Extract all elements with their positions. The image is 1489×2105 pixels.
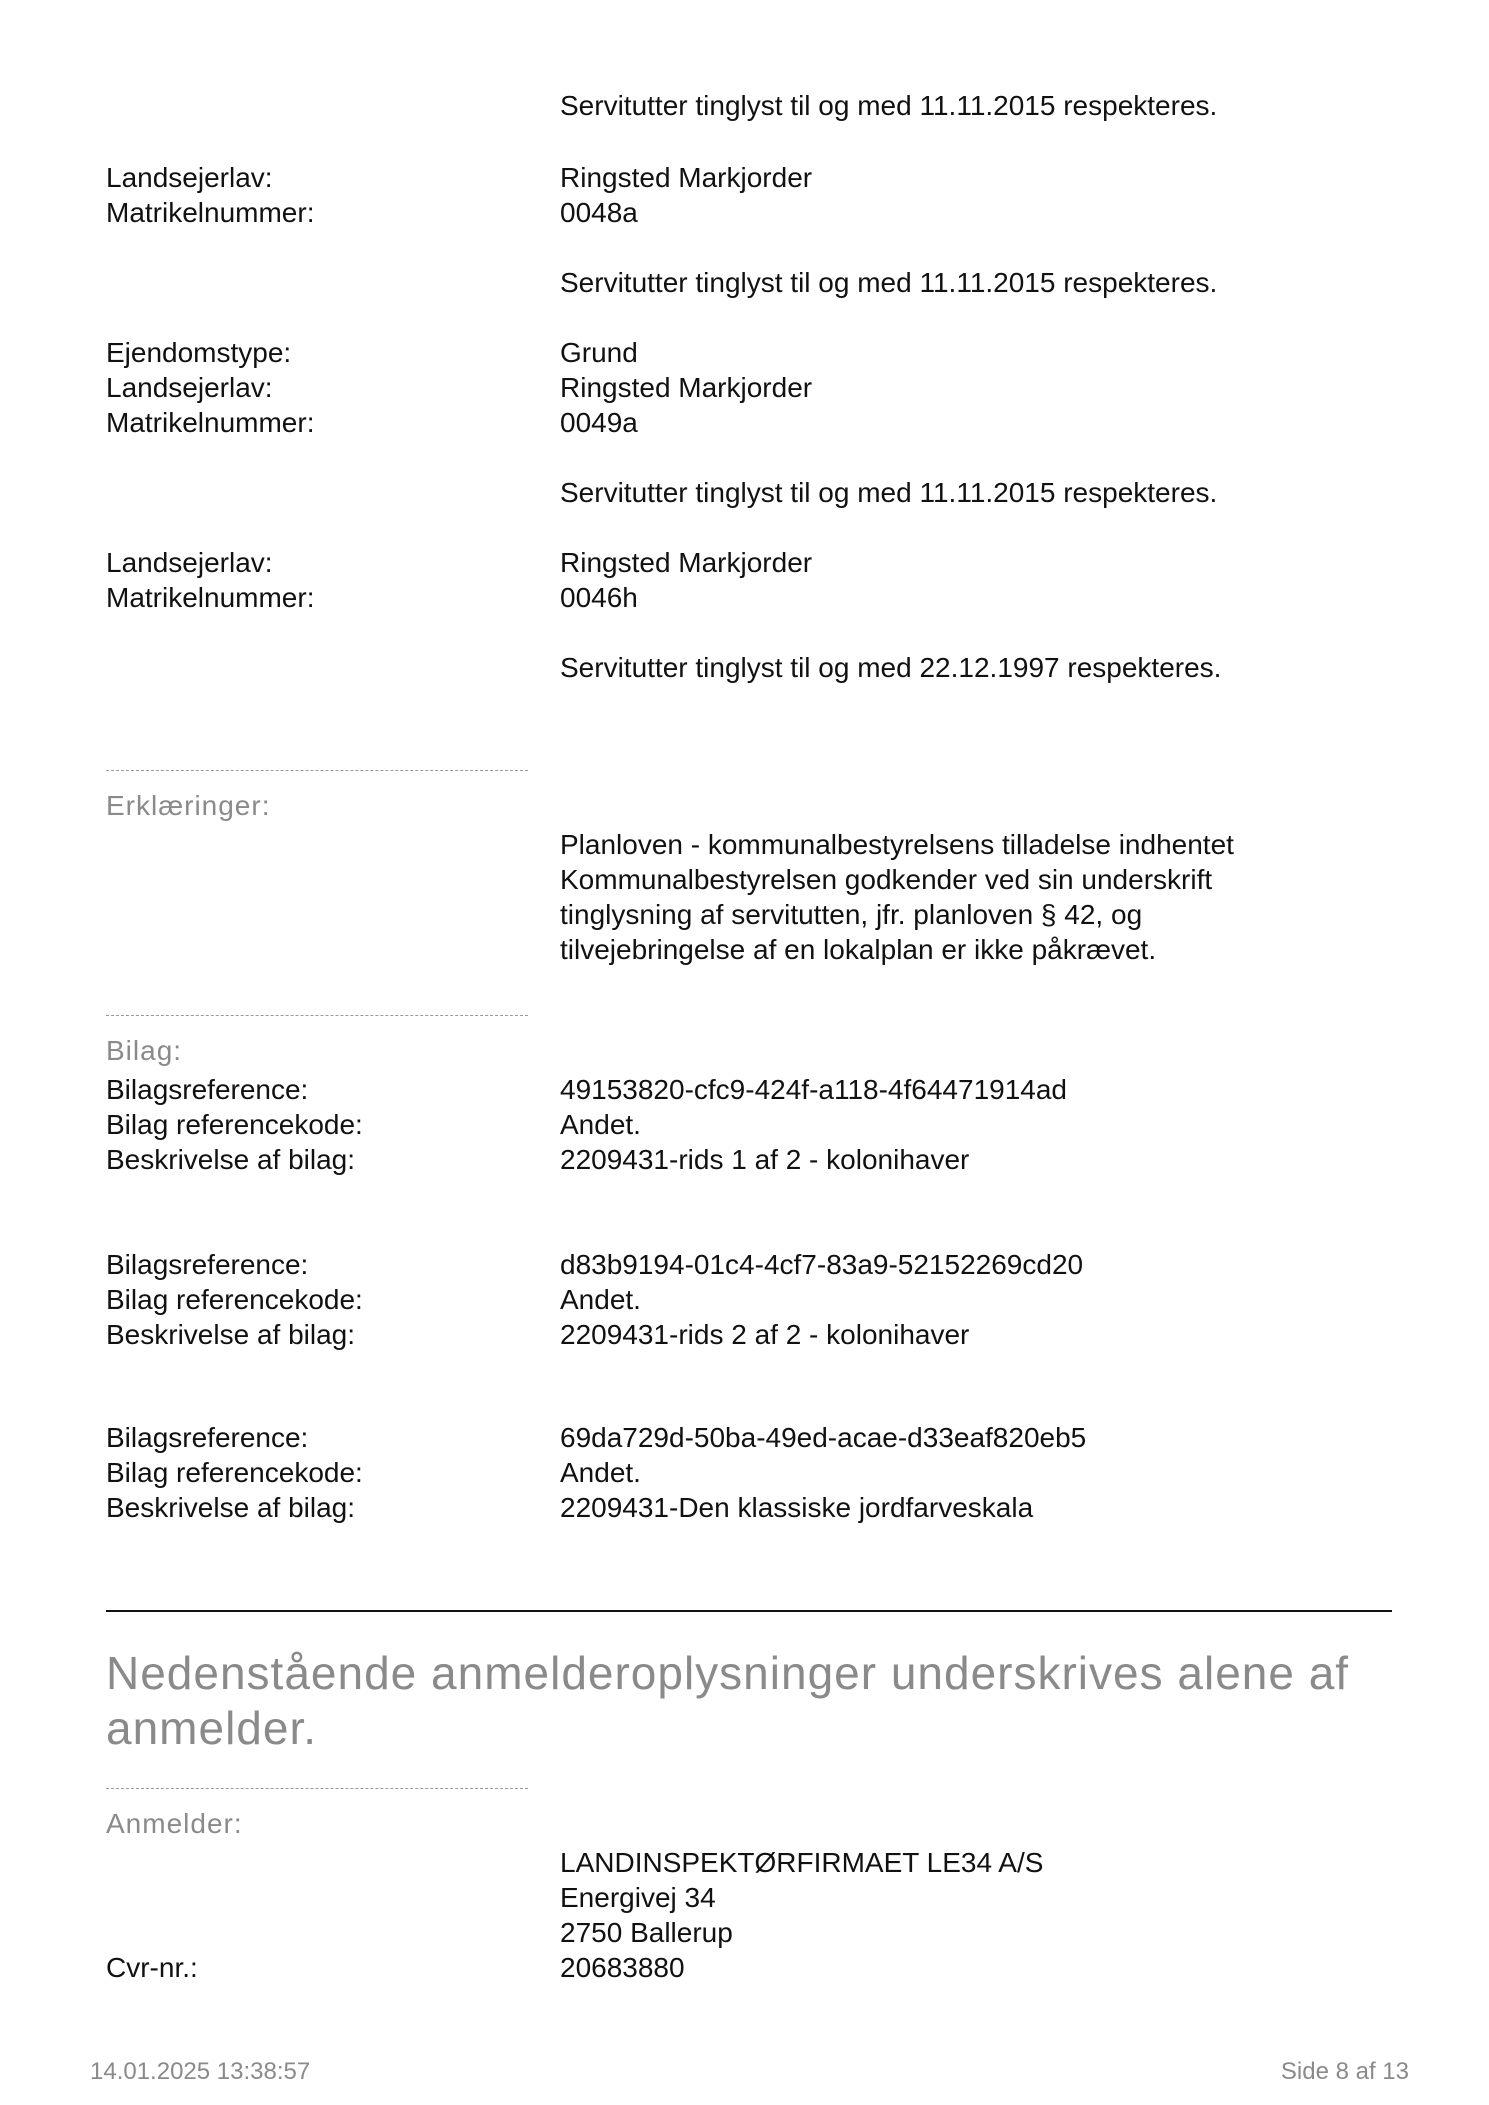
bilag-desc-value: 2209431-rids 2 af 2 - kolonihaver xyxy=(560,1319,970,1350)
bilag-desc-value: 2209431-Den klassiske jordfarveskala xyxy=(560,1492,1034,1523)
bilag-desc-value: 2209431-rids 1 af 2 - kolonihaver xyxy=(560,1144,970,1175)
bilag-code-label: Bilag referencekode: xyxy=(106,1109,363,1140)
section-rule xyxy=(106,1610,1392,1612)
landsejerlav-value: Ringsted Markjorder xyxy=(560,162,813,193)
anmelder-section-title: Nedenstående anmelderoplysninger underskrives alene af anmelder. xyxy=(106,1647,1350,1754)
bilag-code-value: Andet. xyxy=(560,1284,641,1315)
anmelder-city: 2750 Ballerup xyxy=(560,1917,733,1948)
landsejerlav-label: Landsejerlav: xyxy=(106,547,273,578)
bilag-code-label: Bilag referencekode: xyxy=(106,1284,363,1315)
section-divider xyxy=(106,1015,528,1016)
erklaering-line: tilvejebringelse af en lokalplan er ikke påkrævet. xyxy=(560,934,1157,965)
ejendomstype-label: Ejendomstype: xyxy=(106,337,292,368)
matrikel-label: Matrikelnummer: xyxy=(106,407,315,438)
ejendomstype-value: Grund xyxy=(560,337,638,368)
bilag-desc-label: Beskrivelse af bilag: xyxy=(106,1144,356,1175)
anmelder-heading: Anmelder: xyxy=(106,1808,243,1839)
respect-text-2: Servitutter tinglyst til og med 11.11.2015 respekteres. xyxy=(560,267,1218,298)
matrikel-value: 0049a xyxy=(560,407,638,438)
respect-text-1: Servitutter tinglyst til og med 11.11.2015 respekteres. xyxy=(560,90,1218,121)
matrikel-value: 0046h xyxy=(560,582,638,613)
respect-text-4: Servitutter tinglyst til og med 22.12.1997 respekteres. xyxy=(560,652,1222,683)
bilag-desc-label: Beskrivelse af bilag: xyxy=(106,1492,356,1523)
bilag-ref-value: 69da729d-50ba-49ed-acae-d33eaf820eb5 xyxy=(560,1422,1087,1453)
bilag-code-label: Bilag referencekode: xyxy=(106,1457,363,1488)
anmelder-name: LANDINSPEKTØRFIRMAET LE34 A/S xyxy=(560,1847,1044,1878)
bilag-ref-label: Bilagsreference: xyxy=(106,1422,309,1453)
landsejerlav-value: Ringsted Markjorder xyxy=(560,372,813,403)
respect-text-3: Servitutter tinglyst til og med 11.11.2015 respekteres. xyxy=(560,477,1218,508)
erklaering-line: Planloven - kommunalbestyrelsens tilladelse indhentet xyxy=(560,829,1234,860)
erklaering-line: Kommunalbestyrelsen godkender ved sin underskrift xyxy=(560,864,1213,895)
erklaering-line: tinglysning af servitutten, jfr. planloven § 42, og xyxy=(560,899,1143,930)
bilag-desc-label: Beskrivelse af bilag: xyxy=(106,1319,356,1350)
cvr-value: 20683880 xyxy=(560,1952,685,1983)
bilag-ref-label: Bilagsreference: xyxy=(106,1249,309,1280)
matrikel-value: 0048a xyxy=(560,197,638,228)
landsejerlav-label: Landsejerlav: xyxy=(106,372,273,403)
bilag-code-value: Andet. xyxy=(560,1109,641,1140)
footer-page-number: Side 8 af 13 xyxy=(1280,2058,1409,2085)
bilag-ref-value: d83b9194-01c4-4cf7-83a9-52152269cd20 xyxy=(560,1249,1084,1280)
footer-timestamp: 14.01.2025 13:38:57 xyxy=(90,2058,311,2085)
matrikel-label: Matrikelnummer: xyxy=(106,582,315,613)
landsejerlav-label: Landsejerlav: xyxy=(106,162,273,193)
bilag-heading: Bilag: xyxy=(106,1035,183,1066)
section-divider xyxy=(106,770,528,771)
matrikel-label: Matrikelnummer: xyxy=(106,197,315,228)
section-divider xyxy=(106,1788,528,1789)
anmelder-street: Energivej 34 xyxy=(560,1882,716,1913)
bilag-ref-label: Bilagsreference: xyxy=(106,1074,309,1105)
erklaeringer-heading: Erklæringer: xyxy=(106,790,271,821)
bilag-code-value: Andet. xyxy=(560,1457,641,1488)
bilag-ref-value: 49153820-cfc9-424f-a118-4f64471914ad xyxy=(560,1074,1068,1105)
cvr-label: Cvr-nr.: xyxy=(106,1952,198,1983)
landsejerlav-value: Ringsted Markjorder xyxy=(560,547,813,578)
